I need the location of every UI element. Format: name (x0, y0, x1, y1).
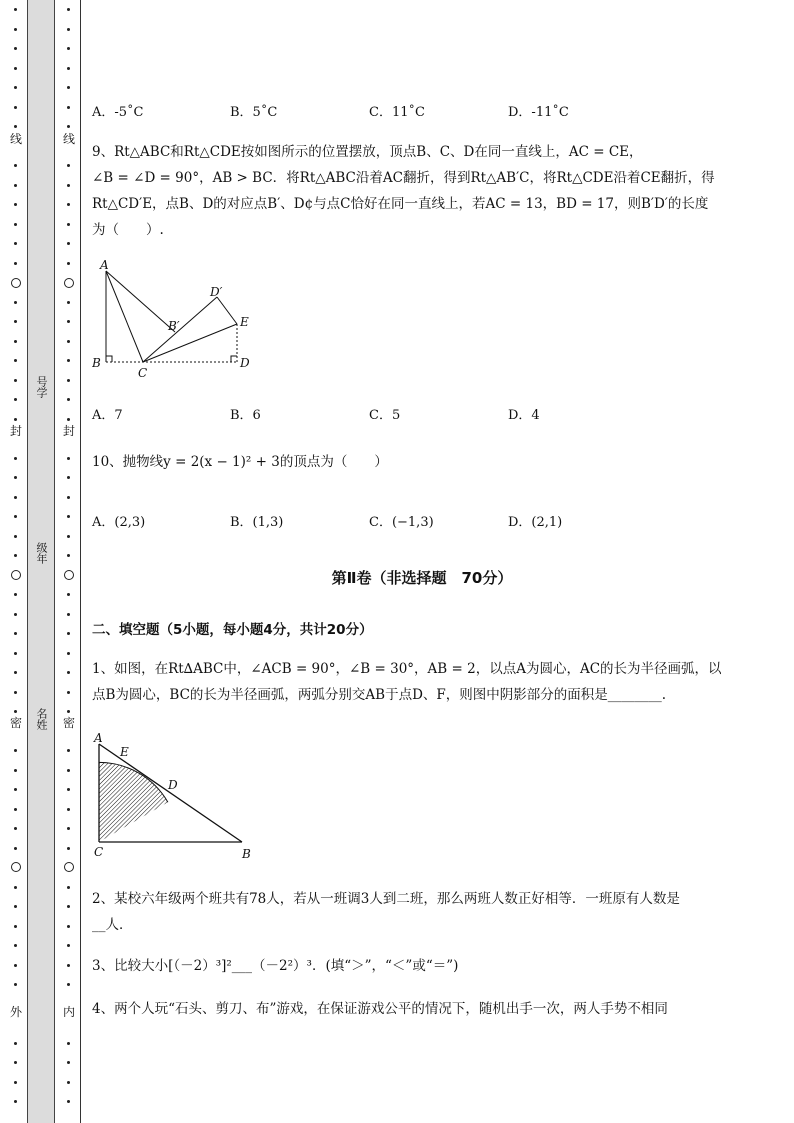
q9-label-d: D (240, 356, 250, 370)
outer-char-feng: 封 (9, 424, 22, 438)
binding-dot (67, 125, 70, 128)
q9-line-1: 9、Rt△ABC和Rt△CDE按如图所示的位置摆放，顶点B、C、D在同一直线上，AC = CE， (92, 144, 643, 160)
binding-ring (11, 862, 21, 872)
binding-dot (67, 67, 70, 70)
outer-char-xian: 线 (9, 132, 22, 146)
q9-line-2: ∠B = ∠D = 90°，AB > BC．将Rt△ABC沿着AC翻折，得到Rt△AB′C，将Rt△CDE沿着CE翻折，得 (92, 170, 715, 186)
f1-label-e: E (120, 745, 129, 759)
f1-line-1: 1、如图，在Rt∆ABC中，∠ACB = 90°，∠B = 30°，AB = 2，以点A为圆心，AC的长为半径画弧，以 (92, 661, 722, 677)
binding-dot (67, 671, 70, 674)
binding-dot (67, 301, 70, 304)
q10-option-a: A．(2,3) (92, 515, 146, 530)
binding-dot (14, 164, 17, 167)
binding-dot (14, 1061, 17, 1064)
binding-dot (67, 632, 70, 635)
binding-dot (14, 203, 17, 206)
q10-option-d: D．(2,1) (508, 515, 563, 530)
q9-line-3: Rt△CD′E，点B、D的对应点B′、D¢与点C恰好在同一直线上，若AC = 13，BD = 17，则B′D′的长度 (92, 196, 709, 212)
q10-option-c: C．(−1,3) (369, 515, 434, 530)
field-grade (28, 542, 54, 569)
binding-dot (67, 827, 70, 830)
f2-line-2: __人． (92, 917, 133, 933)
q9-option-a: A．7 (92, 408, 123, 423)
binding-dot (14, 632, 17, 635)
binding-dot (67, 379, 70, 382)
inner-char-feng: 封 (62, 424, 75, 438)
binding-dot (67, 983, 70, 986)
binding-dot (14, 671, 17, 674)
inner-dotted-line (62, 0, 76, 1123)
f1-line-2: 点B为圆心，BC的长为半径画弧，两弧分别交AB于点D、F，则图中阴影部分的面积是________. (92, 687, 667, 703)
q9-options (92, 404, 752, 424)
f1-figure (92, 728, 262, 864)
binding-dot (67, 535, 70, 538)
q9-option-c: C．5 (369, 408, 401, 423)
fill-in-section-heading: 二、填空题（5小题，每小题4分，共计20分） (92, 622, 373, 638)
student-info-band (27, 0, 55, 1123)
field-name (28, 708, 54, 735)
binding-dot (67, 223, 70, 226)
q9-figure (92, 256, 262, 380)
binding-dot (14, 359, 17, 362)
binding-dot (67, 691, 70, 694)
binding-dot (14, 320, 17, 323)
binding-dot (67, 886, 70, 889)
binding-dot (14, 652, 17, 655)
part2-title: 第Ⅱ卷（非选择题 70分） (331, 569, 513, 587)
binding-dot (67, 106, 70, 109)
binding-dot (14, 1100, 17, 1103)
binding-dot (14, 964, 17, 967)
binding-dot (14, 983, 17, 986)
binding-dot (67, 944, 70, 947)
binding-dot (14, 457, 17, 460)
f3-text: 3、比较大小[（－2）³]²___（－2²）³．(填“＞”，“＜”或“＝”) (92, 958, 459, 974)
binding-dot (14, 613, 17, 616)
binding-dot (14, 28, 17, 31)
binding-dot (67, 925, 70, 928)
binding-dot (67, 86, 70, 89)
binding-dot (67, 418, 70, 421)
binding-dot (14, 262, 17, 265)
binding-dot (14, 593, 17, 596)
binding-dot (14, 769, 17, 772)
binding-dot (14, 515, 17, 518)
binding-dot (14, 710, 17, 713)
f2-line-1: 2、某校六年级两个班共有78人，若从一班调3人到二班，那么两班人数正好相等．一班原有人数是 (92, 891, 680, 907)
binding-dot (67, 613, 70, 616)
binding-dot (67, 964, 70, 967)
binding-dot (67, 242, 70, 245)
binding-dot (14, 47, 17, 50)
binding-dot (14, 1042, 17, 1045)
binding-dot (67, 457, 70, 460)
binding-dot (67, 47, 70, 50)
binding-dot (14, 8, 17, 11)
inner-char-nei: 内 (62, 1005, 75, 1019)
binding-dot (14, 418, 17, 421)
binding-dot (67, 515, 70, 518)
q8-option-c: C．11˚C (369, 105, 425, 120)
binding-dot (14, 925, 17, 928)
binding-dot (67, 749, 70, 752)
binding-dot (14, 379, 17, 382)
margin-rule (80, 0, 81, 1123)
binding-dot (14, 242, 17, 245)
binding-dot (14, 86, 17, 89)
binding-dot (67, 203, 70, 206)
binding-dot (67, 8, 70, 11)
q9-label-a: A (100, 258, 109, 272)
f1-label-d: D (168, 778, 178, 792)
binding-dot (67, 262, 70, 265)
binding-dot (14, 808, 17, 811)
binding-dot (14, 125, 17, 128)
binding-dot (67, 398, 70, 401)
q8-option-b: B．5˚C (230, 105, 278, 120)
field-student-number-label: 号学 (35, 376, 48, 398)
q9-label-e: E (240, 315, 249, 329)
binding-dot (14, 691, 17, 694)
binding-dot (14, 788, 17, 791)
q9-label-c: C (138, 366, 148, 380)
binding-dot (14, 905, 17, 908)
binding-ring (11, 278, 21, 288)
q10-option-b: B．(1,3) (230, 515, 284, 530)
q10-text: 10、抛物线y = 2(x − 1)² + 3的顶点为（ ） (92, 454, 388, 470)
binding-margin (0, 0, 82, 1123)
q9-label-d-prime: D′ (210, 285, 223, 299)
q8-option-a: A．-5˚C (92, 105, 144, 120)
binding-dot (14, 554, 17, 557)
binding-dot (67, 184, 70, 187)
binding-ring (64, 862, 74, 872)
binding-dot (67, 1100, 70, 1103)
q10-options (92, 511, 752, 531)
binding-dot (14, 67, 17, 70)
inner-char-xian: 线 (62, 132, 75, 146)
q9-label-b: B (92, 356, 101, 370)
binding-dot (14, 944, 17, 947)
binding-dot (14, 223, 17, 226)
q9-option-b: B．6 (230, 408, 261, 423)
binding-dot (67, 788, 70, 791)
outer-dotted-line (9, 0, 23, 1123)
binding-dot (14, 535, 17, 538)
outer-char-wai: 外 (9, 1005, 22, 1019)
q9-option-d: D．4 (508, 408, 540, 423)
binding-dot (14, 496, 17, 499)
binding-ring (11, 570, 21, 580)
binding-dot (67, 710, 70, 713)
binding-dot (67, 359, 70, 362)
binding-ring (64, 278, 74, 288)
f1-label-c: C (94, 845, 104, 859)
binding-dot (14, 827, 17, 830)
outer-char-mi: 密 (9, 716, 22, 730)
binding-dot (67, 769, 70, 772)
binding-dot (67, 1042, 70, 1045)
field-name-label: 名姓 (35, 708, 48, 730)
binding-dot (14, 106, 17, 109)
binding-dot (14, 749, 17, 752)
binding-dot (67, 554, 70, 557)
binding-dot (14, 476, 17, 479)
binding-dot (67, 1061, 70, 1064)
binding-dot (67, 1081, 70, 1084)
q8-options (92, 101, 752, 121)
binding-dot (14, 847, 17, 850)
f1-label-a: A (94, 731, 103, 745)
binding-dot (14, 340, 17, 343)
field-student-number (28, 376, 54, 403)
binding-dot (14, 301, 17, 304)
q8-option-d: D．-11˚C (508, 105, 569, 120)
f1-label-b: B (242, 847, 251, 861)
q9-line-4: 为（ ）. (92, 222, 164, 238)
binding-dot (67, 847, 70, 850)
f4-text: 4、两个人玩“石头、剪刀、布”游戏，在保证游戏公平的情况下，随机出手一次，两人手势不相同 (92, 1001, 668, 1017)
binding-dot (67, 496, 70, 499)
binding-ring (64, 570, 74, 580)
binding-dot (67, 476, 70, 479)
field-grade-label: 级年 (35, 542, 48, 564)
binding-dot (67, 905, 70, 908)
binding-dot (67, 652, 70, 655)
binding-dot (67, 808, 70, 811)
binding-dot (67, 164, 70, 167)
q9-label-b-prime: B′ (168, 319, 180, 333)
binding-dot (14, 886, 17, 889)
binding-dot (14, 398, 17, 401)
inner-char-mi: 密 (62, 716, 75, 730)
binding-dot (67, 340, 70, 343)
binding-dot (67, 28, 70, 31)
binding-dot (14, 184, 17, 187)
binding-dot (67, 320, 70, 323)
binding-dot (67, 593, 70, 596)
binding-dot (14, 1081, 17, 1084)
